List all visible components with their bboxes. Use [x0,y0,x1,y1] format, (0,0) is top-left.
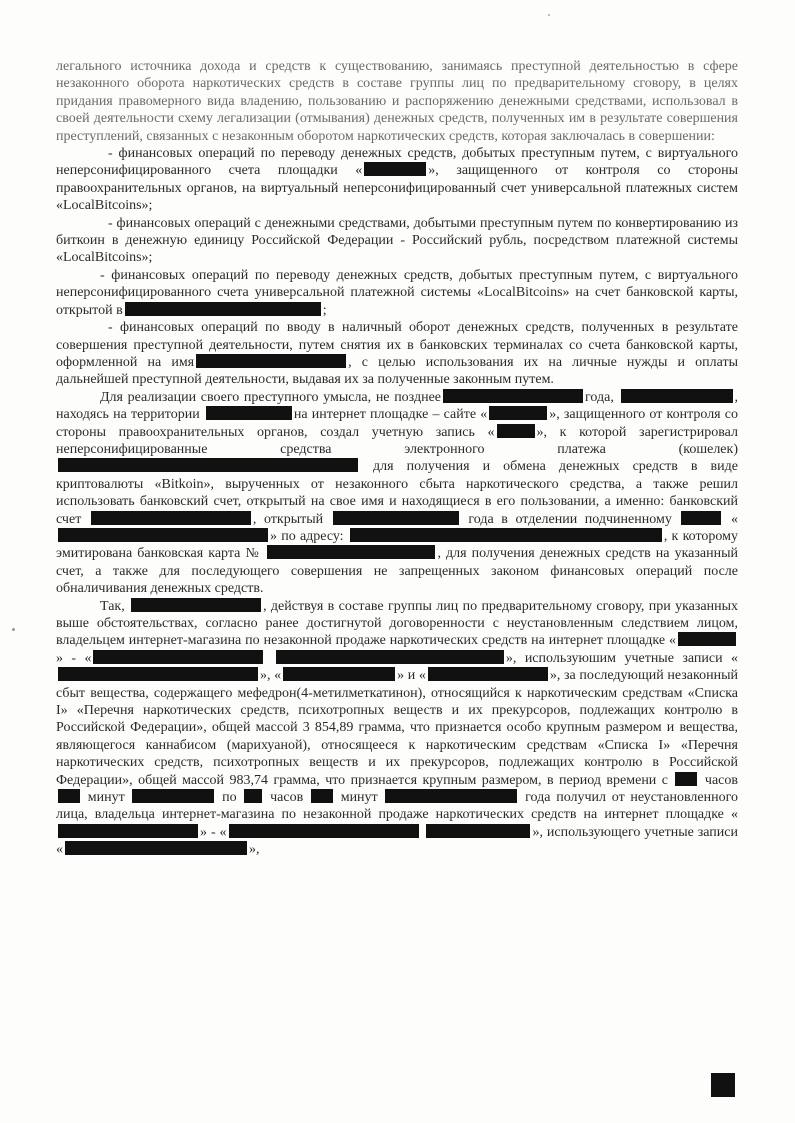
redaction-block [132,789,214,803]
redaction-block [91,511,251,525]
redaction-block [125,302,321,316]
redaction-block [65,841,247,855]
redaction-block [196,354,346,368]
redaction-block [443,389,583,403]
redaction-block [428,667,548,681]
redaction-block [93,650,263,664]
scan-speck [548,14,550,16]
redaction-block [131,598,261,612]
redaction-block [711,1073,735,1097]
redaction-block [497,424,535,438]
redaction-block [283,667,395,681]
redaction-block [675,772,697,786]
redaction-block [621,389,733,403]
redaction-block [58,667,258,681]
redaction-block [58,824,198,838]
document-body [56,58,738,859]
redaction-block [489,406,547,420]
redaction-block [58,789,80,803]
redaction-block [267,545,435,559]
paragraph: Для реализации своего преступного умысла, не позднее года, , находясь на территории на интернет площадке – сайте « », защищенного от контроля со стороны правоохранительных органов, создал учетную запись « », к которой зарегистрировал неперсонифицированные средства электронного платежа (кошелек) для получения и обмена денежных средств в виде криптовалюты «Bitkoin», вырученных от незаконного сбыта наркотического средства, а также решил использовать банковский счет, открытый на свое имя и находящиеся в его пользовании, а именно: банковский счет , открытый года в отделении подчиненному «» по адресу: , к которому эмитирована банковская карта № , для получения денежных средств на указанный счет, а также для последующего совершения не запрещенных законом финансовых операций после обналичивания денежных средств. [56,389,739,597]
redaction-block [58,458,358,472]
redaction-block [681,511,721,525]
scan-speck [12,628,15,631]
paragraph: - финансовых операций по переводу денежных средств, добытых преступным путем, с виртуального неперсонифицированного счета площадки « », защищенного от контроля со стороны правоохранительных органов, на виртуальный неперсонифицированный счет универсальной платежных систем «LocalBitcoins»; [56,146,738,214]
redaction-block [678,632,736,646]
redaction-block [311,789,333,803]
paragraph: - финансовых операций по переводу денежных средств, добытых преступным путем, с виртуального неперсонифицированного счета универсальной платежной системы «LocalBitcoins» на счет банковской карты, открытой в ; [56,267,738,318]
paragraph: Так, , действуя в составе группы лиц по предварительному сговору, при указанных выше обстоятельствах, согласно ранее достигнутой договоренности с неустановленным следствием лицом, владельцем интернет-магазина по незаконной продаже наркотических средств на интернет площадке «» - « », используюшим учетные записи «», « » и « », за последующий незаконный сбыт вещества, содержащего мефедрон(4-метилметкатинон), относящийся к наркотическим средствам «Списка I» «Перечня наркотических средств, психотропных веществ и их прекурсоров, подлежащих контролю в Российской Федерации», общей массой 3 854,89 грамма, что признается особо крупным размером и вещества, являющегося каннабисом (марихуаной), относящееся к наркотическим средствам «Списка I» «Перечня наркотических средств, психотропных веществ и их прекурсоров, подлежащих контролю в Российской Федерации», общей массой 983,74 грамма, что признается крупным размером, в период времени с часов минут по часов минут года получил от неустановленного лица, владельца интернет-магазина по незаконной продаже наркотических средств на интернет площадке «» - « », использующего учетные записи « », [56,598,739,858]
redaction-block [426,824,530,838]
redaction-block [58,528,268,542]
redaction-block [206,406,292,420]
redaction-block [244,789,262,803]
paragraph: - финансовых операций по вводу в наличный оборот денежных средств, полученных в результате совершения преступной деятельности, путем снятия их в банковских терминалах со счета банковской карты, оформленной на имя , с целью использования их на личные нужды и оплаты дальнейшей преступной деятельности, выдавая их за полученные законным путем. [56,320,738,388]
paragraph: - финансовых операций с денежными средствами, добытыми преступным путем по конвертированию из биткоин в денежную единицу Российской Федерации - Российский рубль, посредством платежной системы «LocalBitcoins»; [56,215,738,266]
redaction-block [276,650,504,664]
redaction-block [350,528,662,542]
redaction-block [364,162,426,176]
redaction-block [229,824,419,838]
redaction-block [385,789,517,803]
redaction-block [333,511,459,525]
paragraph: легального источника дохода и средств к существованию, занимаясь преступной деятельностью в сфере незаконного оборота наркотических средств в составе группы лиц по предварительному сговору, в целях придания правомерного вида владению, пользованию и распоряжению денежными средствами, использовал в своей деятельности схему легализации (отмывания) денежных средств, полученных им в результате совершения преступлений, связанных с незаконным оборотом наркотических средств, которая заключалась в совершении: [56,59,738,144]
